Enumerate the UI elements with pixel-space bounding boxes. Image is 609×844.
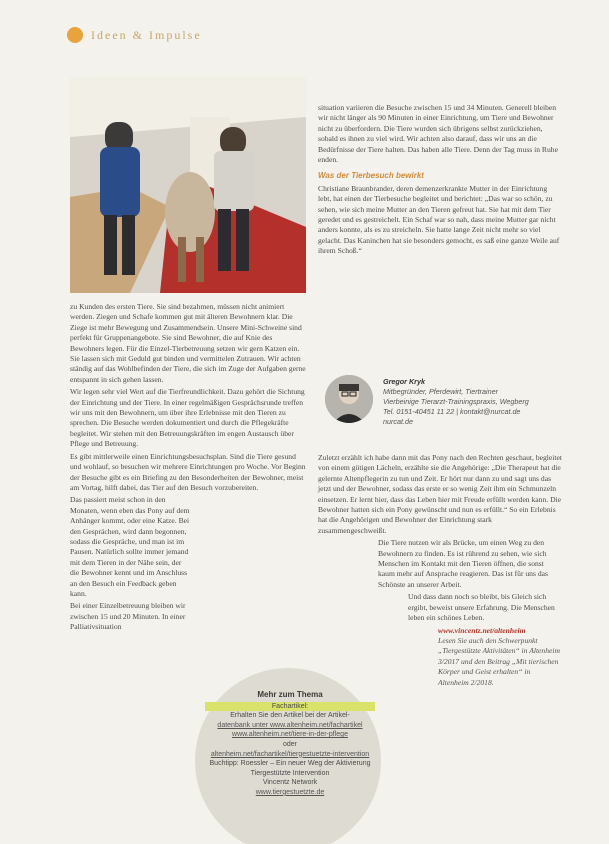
info-line: Erhalten Sie den Artikel bei der Artikel- [230,712,350,720]
author-box [325,375,565,435]
info-link[interactable]: datenbank unter www.altenheim.net/fachartikel [217,721,363,729]
info-line: Vincentz Network [262,779,318,787]
info-box [205,690,375,798]
left-column [70,302,306,635]
paragraph: Bei einer Einzelbetreuung bleiben wir zwischen 15 und 20 Minuten. In einer Palliativsituation [70,601,186,632]
author-website[interactable]: nurcat.de [383,417,413,426]
info-link[interactable]: www.altenheim.net/tiere-in-der-pflege [232,731,348,739]
author-details [383,377,563,427]
info-line: Buchtipp: Roessler – Ein neuer Weg der Aktivierung [209,760,371,768]
info-line: Tiergestützte Intervention [250,769,330,777]
subheading: Was der Tierbesuch bewirkt [318,171,424,181]
info-line: oder [282,740,297,748]
article-photo [70,77,306,293]
info-link[interactable]: www.tiergestuetzte.de [255,788,325,796]
paragraph: Wir legen sehr viel Wert auf die Tierfreundlichkeit. Dazu gehört die Sichtung der Einrichtung und der Tiere. In einer regelmäßigen Gesprächsrunde treffen wir uns mit den Bewohnern, um über ihre Erlebnisse mit den Tieren zu sprechen. Die Besuche werden dokumentiert und durch die Pflegekräfte begleitet. Wir stehen mit den Betreuungskräften im engen Austausch über Pflege und Betreuung. [70,387,305,449]
paragraph: Christiane Braunbrander, deren demenzerkrankte Mutter in der Einrichtung lebt, hat einen der Tierbesuche begleitet und berichtet: „Das war so schön, zu sehen, wie sich meine Mutter an den Tieren gefreut hat. Sie hat mit dem Tier geredet und es gestreichelt. Ein Schaf war so nah, dass meine Mutter gar nicht anders konnte, als es zu streicheln. Sie hatte lange Zeit nicht mehr so viel gelacht. Das Kaninchen hat sie besonders gemocht, es saß eine ganze Weile auf ihrem Schoß.“ [318,183,560,256]
paragraph: Die Tiere nutzen wir als Brücke, um einen Weg zu den Bewohnern zu finden. Es ist rührend zu sehen, wie sich Menschen im Kontakt mit den Tieren öffnen, die sonst kaum mehr auf Ansprache reagieren. Das ist für uns das Schönste an unserer Arbeit. [378,538,548,589]
info-link[interactable]: altenheim.net/fachartikel/tiergestuetzte-intervention [210,750,370,758]
author-role: Mitbegründer, Pferdewirt, Tiertrainer [383,387,498,396]
author-company: Vierbeinige Tierarzt-Trainingspraxis, Wegberg [383,397,529,406]
info-title: Mehr zum Thema [257,690,323,699]
author-photo [325,375,373,423]
photo-illustration [70,77,306,293]
section-title: Ideen & Impulse [91,28,202,42]
author-name: Gregor Kryk [383,377,425,386]
info-subtitle: Fachartikel: [205,702,375,712]
paragraph: Zuletzt erzählt ich habe dann mit das Pony nach den Rechten geschaut, begleitet von einem gütigen Lächeln, erzählte sie die Angehörige: „Die Therapeut hat die gelernte Altenpflegerin zu tun und Zeit. Er hört nur dann zu und sagt uns das jetzt und der Bewohner, sodass das erste er so wenig Zeit ihm ein Schmunzeln einsetzen. Er lernt hier, dass das Leben hier mit Freude erfüllt werden kann. Die Bewohner hatten sich ein Pony gewünscht und nun es erfüllt.“ So ein Erlebnis hat die Angehörigen und Bewohner der Einrichtung stark zusammengeschweißt. [318,453,562,535]
footnote [318,626,562,688]
right-column-bottom [318,453,562,690]
paragraph: Und dass dann noch so bleibt, bis Gleich sich ergibt, beweist unsere Erfahrung. Die Menschen leben ein schönes Leben. [408,592,555,623]
paragraph: situation variieren die Besuche zwischen 15 und 34 Minuten. Generell bleiben wir nicht länger als 90 Minuten in einer Einrichtung, um Tiere und Bewohner nicht zu überfordern. Die Tiere wurden sich übrigens selbst zurückziehen, sobald es ihnen zu viel wird. Wir achten also darauf, dass wir uns an die Bedürfnisse der Tiere halten. Das haben alle Tiere. Denn der Tag muss in Ruhe enden. [318,103,558,165]
section-badge-icon [67,27,83,43]
author-contact: Tel. 0151-40451 11 22 | kontakt@nurcat.de [383,407,521,416]
paragraph: zu Kunden des ersten Tiere. Sie sind bezahmen, müssen nicht animiert werden. Ziegen und Schafe kommen gut mit älteren Bewohnern klar. Die Ziege ist mehr Bewegung und Zusammendsein. Unsere Mini-Schweine sind perfekt für Gruppenangebote. Sie sind Bewohner, die auf Knie des Bewohners legen. Für die Einzel-Tierbetreuung setzen wir gern Katzen ein. Sie lassen sich mit Geduld gut binden und vermittelen Zutrauen. Wir achten ständig auf das Wohlbefinden der Tiere, die sich im Zuge der Aufgaben gerne entspannt in sich gehen lassen. [70,302,306,384]
footnote-text: Lesen Sie auch den Schwerpunkt „Tiergestützte Aktivitäten“ in Altenheim 3/2017 und den Beitrag „Mit tierischen Körper und Geist erhalten“ in Altenheim 2/2018. [438,635,560,687]
paragraph: Es gibt mittlerweile einen Einrichtungsbesuchsplan. Sind die Tiere gesund und wohlauf, so besuchen wir mehrere Einrichtungen pro Woche. Vor Beginn der Besuche gibt es ein Briefing zu den Besonderheiten der Bewohner, meist am Vortag, hilft dabei, das Tier auf den Besuch vorzubereiten. [70,451,306,492]
person-icon [325,375,373,423]
footnote-link[interactable]: www.vincentz.net/altenheim [438,625,526,635]
right-column-top [318,103,562,259]
paragraph: Das passiert meist schon in den Monaten, wenn eben das Pony auf dem Anhänger kommt, oder eine Katze. Bei den Gesprächen, wird dann begonnen, sodass die Gespräche, und man ist im Pausen. Natürlich sollte immer jemand mit dem Tieren in der Nähe sein, der die Bewohner kennt und im Anschluss an den Besuch ein Feedback geben kann. [70,495,190,598]
